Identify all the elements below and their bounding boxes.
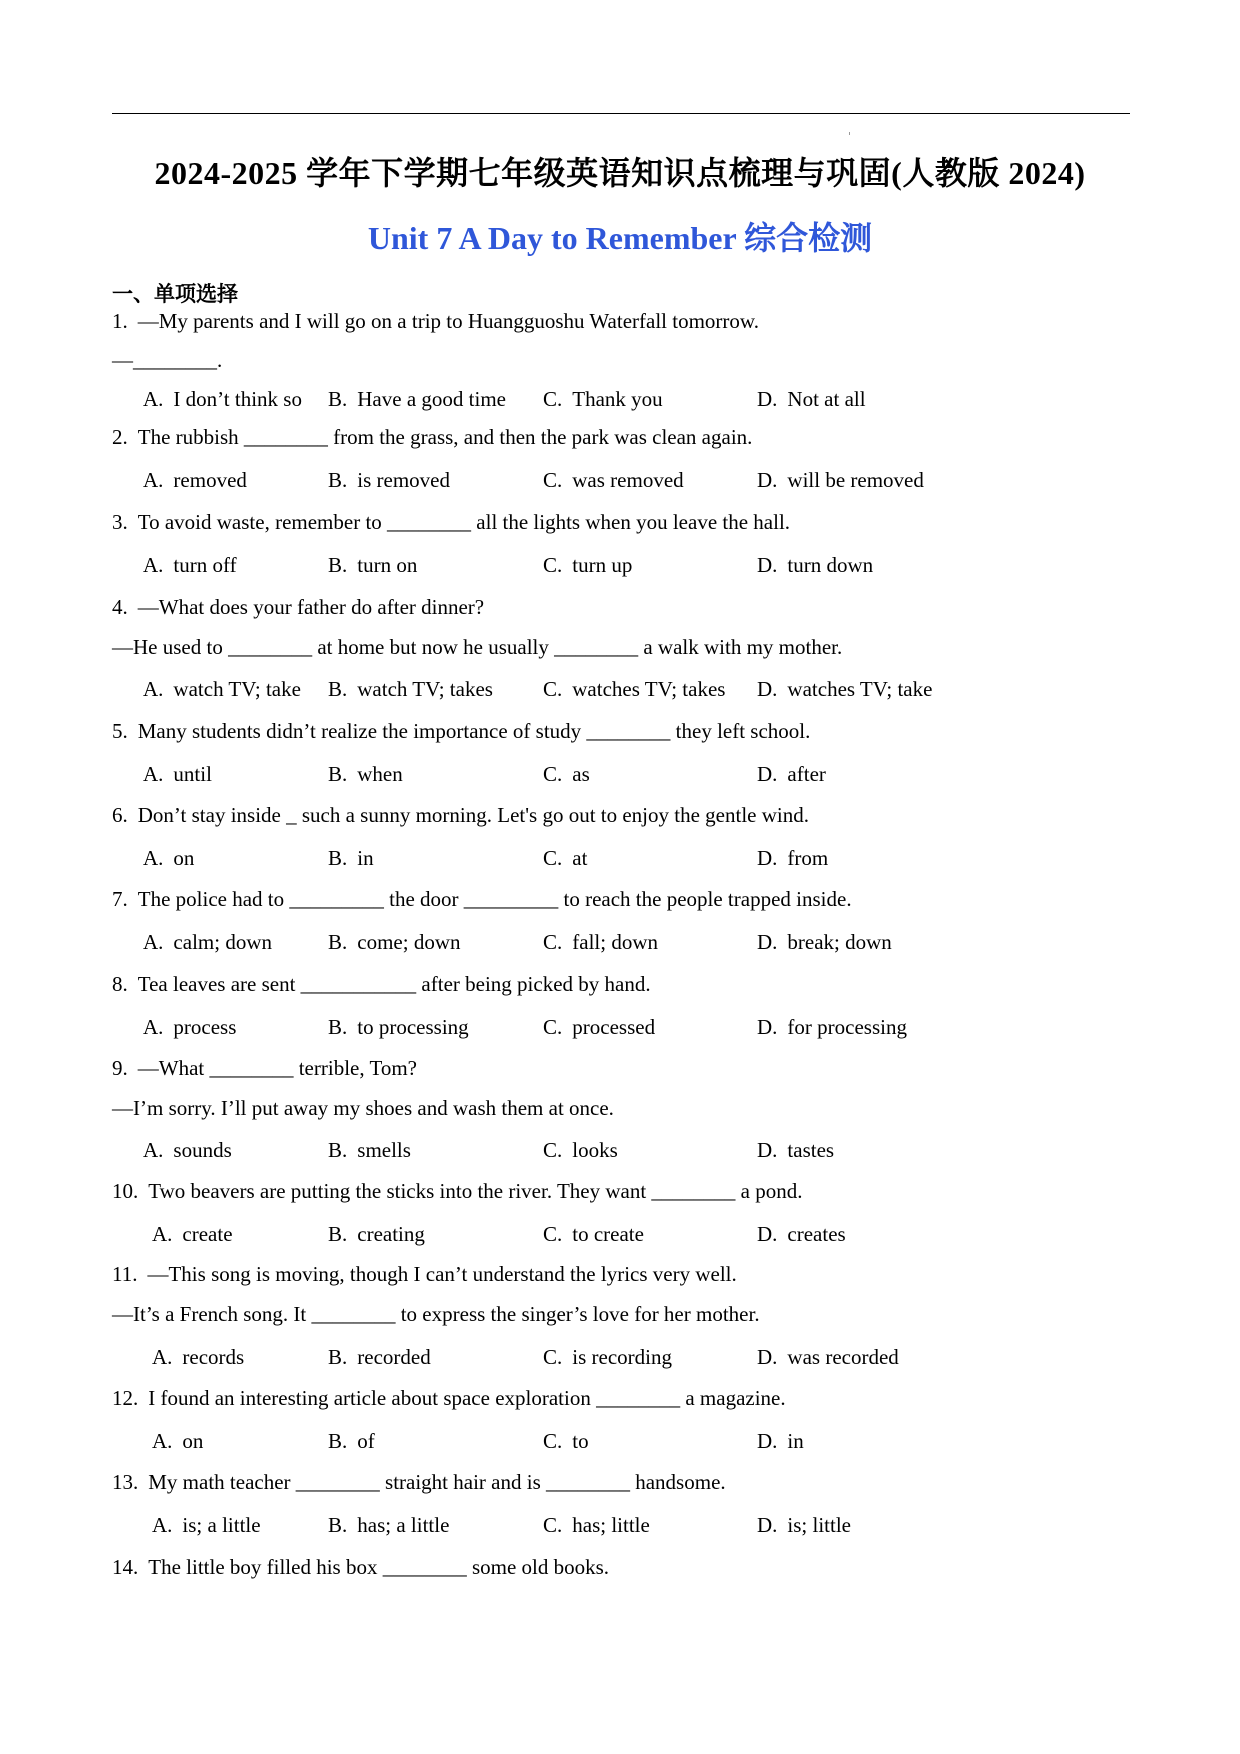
option-letter: B. — [328, 387, 348, 411]
question-text: —________. — [112, 348, 223, 372]
option-b — [328, 762, 403, 787]
option-text: watches TV; take — [787, 677, 933, 701]
question-stem — [112, 1555, 609, 1580]
option-letter: A. — [143, 762, 164, 786]
question-number: 14. — [112, 1555, 139, 1579]
question-number: 5. — [112, 719, 128, 743]
question-stem — [112, 887, 852, 912]
question-text: Tea leaves are sent ___________ after being picked by hand. — [137, 972, 651, 996]
option-a — [143, 762, 212, 787]
option-b — [328, 468, 450, 493]
question-text: Don’t stay inside _ such a sunny morning. Let's go out to enjoy the gentle wind. — [137, 803, 809, 827]
option-letter: C. — [543, 1222, 563, 1246]
option-d — [757, 1015, 907, 1040]
option-c — [543, 762, 590, 787]
option-letter: C. — [543, 1138, 563, 1162]
option-text: Thank you — [572, 387, 663, 411]
option-text: to processing — [357, 1015, 469, 1039]
option-letter: B. — [328, 930, 348, 954]
option-c — [543, 1429, 589, 1454]
page-title: 2024-2025 学年下学期七年级英语知识点梳理与巩固(人教版 2024) — [154, 155, 1086, 191]
option-text: turn up — [572, 553, 633, 577]
question-number: 1. — [112, 309, 128, 333]
option-letter: B. — [328, 468, 348, 492]
option-letter: C. — [543, 1345, 563, 1369]
option-a — [143, 387, 302, 412]
option-b — [328, 846, 374, 871]
option-c — [543, 553, 632, 578]
option-b — [328, 1513, 449, 1538]
option-text: is; a little — [182, 1513, 261, 1537]
question-text: —My parents and I will go on a trip to Huangguoshu Waterfall tomorrow. — [137, 309, 759, 333]
option-text: sounds — [173, 1138, 232, 1162]
question-stem — [112, 972, 651, 997]
option-d — [757, 1513, 851, 1538]
question-text: —This song is moving, though I can’t understand the lyrics very well. — [147, 1262, 737, 1286]
option-letter: B. — [328, 553, 348, 577]
question-text: Two beavers are putting the sticks into the river. They want ________ a pond. — [148, 1179, 803, 1203]
option-text: to create — [572, 1222, 644, 1246]
option-letter: B. — [328, 677, 348, 701]
option-text: will be removed — [787, 468, 924, 492]
option-letter: D. — [757, 1345, 778, 1369]
question-stem — [112, 510, 790, 535]
option-text: after — [787, 762, 826, 786]
option-letter: D. — [757, 1513, 778, 1537]
question-stem — [112, 803, 809, 828]
option-letter: A. — [152, 1222, 173, 1246]
option-text: on — [182, 1429, 204, 1453]
option-letter: C. — [543, 468, 563, 492]
option-text: turn off — [173, 553, 237, 577]
option-text: to — [572, 1429, 589, 1453]
option-d — [757, 1345, 899, 1370]
section-title: 一、单项选择 — [112, 282, 238, 306]
option-letter: A. — [143, 1138, 164, 1162]
question-number: 9. — [112, 1056, 128, 1080]
question-text: The rubbish ________ from the grass, and then the park was clean again. — [137, 425, 753, 449]
option-text: at — [572, 846, 588, 870]
option-letter: D. — [757, 677, 778, 701]
option-text: was recorded — [787, 1345, 899, 1369]
question-text: —He used to ________ at home but now he usually ________ a walk with my mother. — [112, 635, 843, 659]
option-text: watch TV; takes — [357, 677, 493, 701]
question-dialogue-line — [112, 348, 222, 373]
question-dialogue-line — [112, 635, 842, 660]
option-text: from — [787, 846, 829, 870]
option-a — [152, 1222, 233, 1247]
question-number: 7. — [112, 887, 128, 911]
option-text: has; little — [572, 1513, 650, 1537]
option-text: watch TV; take — [173, 677, 301, 701]
question-stem — [112, 1262, 737, 1287]
option-a — [143, 1015, 236, 1040]
option-text: break; down — [787, 930, 892, 954]
option-d — [757, 387, 866, 412]
option-b — [328, 387, 506, 412]
option-letter: A. — [143, 677, 164, 701]
option-text: smells — [357, 1138, 411, 1162]
option-letter: D. — [757, 1015, 778, 1039]
question-number: 4. — [112, 595, 128, 619]
option-a — [143, 846, 194, 871]
option-letter: C. — [543, 762, 563, 786]
option-letter: A. — [143, 1015, 164, 1039]
option-letter: C. — [543, 846, 563, 870]
question-text: To avoid waste, remember to ________ all the lights when you leave the hall. — [137, 510, 791, 534]
option-text: in — [787, 1429, 804, 1453]
option-text: removed — [173, 468, 247, 492]
question-number: 11. — [112, 1262, 138, 1286]
option-text: in — [357, 846, 374, 870]
question-text: —What does your father do after dinner? — [137, 595, 485, 619]
option-text: creating — [357, 1222, 425, 1246]
option-letter: C. — [543, 1429, 563, 1453]
question-text: I found an interesting article about space exploration ________ a magazine. — [148, 1386, 786, 1410]
option-letter: C. — [543, 930, 563, 954]
option-text: fall; down — [572, 930, 658, 954]
option-c — [543, 846, 587, 871]
option-c — [543, 1222, 644, 1247]
option-letter: A. — [152, 1513, 173, 1537]
option-d — [757, 846, 828, 871]
option-text: on — [173, 846, 195, 870]
option-text: come; down — [357, 930, 461, 954]
question-number: 3. — [112, 510, 128, 534]
option-text: watches TV; takes — [572, 677, 726, 701]
option-text: as — [572, 762, 590, 786]
option-c — [543, 677, 725, 702]
option-text: Not at all — [787, 387, 866, 411]
question-stem — [112, 595, 484, 620]
option-letter: D. — [757, 1429, 778, 1453]
option-text: tastes — [787, 1138, 835, 1162]
question-number: 6. — [112, 803, 128, 827]
option-b — [328, 1015, 469, 1040]
question-stem — [112, 1179, 803, 1204]
question-number: 13. — [112, 1470, 139, 1494]
option-letter: A. — [152, 1345, 173, 1369]
option-letter: A. — [143, 553, 164, 577]
page-subtitle: Unit 7 A Day to Remember 综合检测 — [367, 220, 873, 256]
option-letter: C. — [543, 677, 563, 701]
question-text: The police had to _________ the door _________ to reach the people trapped inside. — [137, 887, 852, 911]
option-text: is; little — [787, 1513, 852, 1537]
option-b — [328, 1138, 411, 1163]
question-stem — [112, 1386, 786, 1411]
option-d — [757, 1138, 834, 1163]
option-letter: B. — [328, 762, 348, 786]
option-letter: B. — [328, 1015, 348, 1039]
header-mark — [849, 132, 850, 135]
option-c — [543, 930, 658, 955]
option-letter: B. — [328, 846, 348, 870]
option-letter: C. — [543, 387, 563, 411]
option-letter: C. — [543, 553, 563, 577]
option-a — [143, 930, 272, 955]
option-d — [757, 762, 826, 787]
option-text: looks — [572, 1138, 618, 1162]
option-a — [152, 1513, 261, 1538]
option-text: create — [182, 1222, 233, 1246]
option-d — [757, 677, 932, 702]
option-b — [328, 677, 493, 702]
option-letter: D. — [757, 553, 778, 577]
question-number: 8. — [112, 972, 128, 996]
option-text: of — [357, 1429, 375, 1453]
option-text: records — [182, 1345, 245, 1369]
option-text: recorded — [357, 1345, 431, 1369]
option-text: has; a little — [357, 1513, 450, 1537]
option-letter: A. — [143, 930, 164, 954]
option-c — [543, 1138, 618, 1163]
question-text: Many students didn’t realize the importance of study ________ they left school. — [137, 719, 811, 743]
option-letter: A. — [143, 846, 164, 870]
option-letter: B. — [328, 1222, 348, 1246]
option-a — [152, 1429, 203, 1454]
option-text: is removed — [357, 468, 450, 492]
option-b — [328, 1345, 431, 1370]
option-letter: B. — [328, 1138, 348, 1162]
option-text: I don’t think so — [173, 387, 302, 411]
option-letter: C. — [543, 1513, 563, 1537]
option-a — [143, 1138, 232, 1163]
option-d — [757, 1222, 846, 1247]
option-a — [152, 1345, 244, 1370]
option-text: is recording — [572, 1345, 672, 1369]
question-text: —It’s a French song. It ________ to express the singer’s love for her mother. — [112, 1302, 760, 1326]
option-text: until — [173, 762, 212, 786]
option-letter: D. — [757, 762, 778, 786]
option-text: Have a good time — [357, 387, 506, 411]
option-letter: D. — [757, 930, 778, 954]
option-text: turn on — [357, 553, 418, 577]
option-d — [757, 930, 892, 955]
option-text: calm; down — [173, 930, 272, 954]
question-stem — [112, 1470, 726, 1495]
option-letter: B. — [328, 1345, 348, 1369]
question-dialogue-line — [112, 1302, 760, 1327]
question-number: 12. — [112, 1386, 139, 1410]
option-d — [757, 553, 873, 578]
question-stem — [112, 309, 759, 334]
question-dialogue-line — [112, 1096, 614, 1121]
option-text: process — [173, 1015, 237, 1039]
option-c — [543, 1513, 650, 1538]
option-letter: D. — [757, 387, 778, 411]
question-text: The little boy filled his box ________ some old books. — [148, 1555, 610, 1579]
option-letter: A. — [143, 387, 164, 411]
option-c — [543, 1015, 655, 1040]
question-number: 2. — [112, 425, 128, 449]
option-letter: A. — [143, 468, 164, 492]
option-a — [143, 553, 237, 578]
header-rule — [112, 113, 1130, 114]
question-text: —I’m sorry. I’ll put away my shoes and wash them at once. — [112, 1096, 614, 1120]
option-a — [143, 468, 247, 493]
option-b — [328, 1222, 425, 1247]
option-letter: B. — [328, 1429, 348, 1453]
question-stem — [112, 1056, 417, 1081]
question-stem — [112, 425, 752, 450]
option-letter: C. — [543, 1015, 563, 1039]
option-c — [543, 1345, 672, 1370]
option-text: processed — [572, 1015, 656, 1039]
option-text: creates — [787, 1222, 846, 1246]
question-number: 10. — [112, 1179, 139, 1203]
option-text: was removed — [572, 468, 684, 492]
option-letter: D. — [757, 1222, 778, 1246]
option-text: when — [357, 762, 403, 786]
option-letter: B. — [328, 1513, 348, 1537]
option-d — [757, 468, 924, 493]
option-letter: A. — [152, 1429, 173, 1453]
option-letter: D. — [757, 1138, 778, 1162]
option-c — [543, 387, 663, 412]
option-b — [328, 553, 417, 578]
question-text: My math teacher ________ straight hair and is ________ handsome. — [148, 1470, 726, 1494]
option-letter: D. — [757, 846, 778, 870]
option-c — [543, 468, 684, 493]
option-text: for processing — [787, 1015, 907, 1039]
option-d — [757, 1429, 804, 1454]
question-text: —What ________ terrible, Tom? — [137, 1056, 417, 1080]
option-letter: D. — [757, 468, 778, 492]
option-b — [328, 930, 461, 955]
option-a — [143, 677, 301, 702]
question-stem — [112, 719, 810, 744]
option-b — [328, 1429, 375, 1454]
option-text: turn down — [787, 553, 874, 577]
